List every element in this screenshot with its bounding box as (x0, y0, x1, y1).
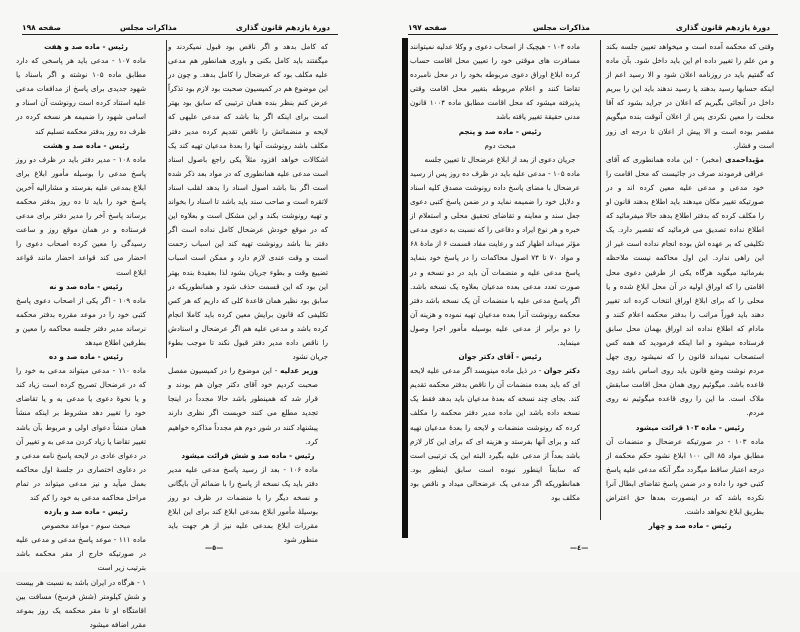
speaker-name: مؤیداحمدی (724, 154, 764, 164)
section-heading: رئیس - ماده صد و چهار (648, 521, 732, 531)
column-left (410, 40, 590, 505)
article-text: ماده ۱۰۵ - مدعی علیه باید در ظرف ده روز پس از رسید عرضحال با مضای پاسخ داده رونوشت مصدق کلیه اسناد و دلایل خود را ضمیمه نماید و در ضمن پاسخ کتبی دعوی جعل سند و معاینه و تقاضای تحقیق محلی و استعلام از خبره و هر نوع ایراد و دفاعی را که نسبت به دعوی مدعی مؤثر میداند اظهار کند و رعایت مفاد قسمت ۶ از مادهٔ ۶۸ و مواد ۷۰ تا ۷۴ اصول محاکمات را در پاسخ خود بنماید پاسخ مدعی علیه و منضمات آن باید در دو نسخه و در صورت تعدد مدعی بعده مدعیان بعلاوه یک نسخه باشد. اگر پاسخ مدعی علیه با منضمات آن یک نسخه باشد دفتر محکمه رونوشت آنرا بعده مدعیان تهیه نموده و هزینه آن را دو برابر از مدعی علیه بوسیله مأمور اجرا وصول مینماید. (410, 168, 580, 347)
header-rule (408, 34, 778, 35)
section-heading: رئیس - ماده صد و پنجم (458, 126, 542, 136)
article-text: ماده ۱۱۱ - موعد پاسخ مدعی و مدعی علیه در صورتیکه خارج از مقر محکمه باشد بترتیب زیر است (16, 535, 147, 573)
speech-paragraph: وزیر عدلیه - این موضوع را در کمیسیون مفصل صحبت کردیم خود آقای دکتر جوان هم بودند و قرار شد که همینطور باشد حالا مجدداً در اینجا تجدید مطلع می کنند خوبست اگر نظری دارند پیشنهاد کنند در شور دوم هم مجدداً مذاکره خواهیم کرد. (168, 366, 318, 446)
section-heading: رئیس - ماده صد و یازده (44, 507, 128, 517)
article-clause: ۱ - هرگاه در ایران باشد به نسبت هر بیست و شش کیلومتر (شش فرسخ) مسافت بین اقامتگاه او تا مقر محکمه یک روز بموعد مقرر اضافه میشود (16, 577, 146, 629)
article-text: ماده ۱۰۶ - بعد از رسید پاسخ مدعی علیه مدیر دفتر باید یک نسخه از پاسخ را با ضمائم آن بایگانی و نسخه دیگر را با منضمات در ظرف دو روز بوسیلهٔ مأمور ابلاغ بمدعی ابلاغ کند برای این ابلاغ مقررات ابلاغ بمدعی علیه نیز از هر جهت باید منظور شود (168, 464, 318, 545)
article-text: ماده ۱۰۸ - مدیر دفتر باید در ظرف دو روز پاسخ مدعی را بوسیله مأمور ابلاغ برای ابلاغ بمدعی علیه بفرستد و مشارالیه آخرین پاسخ خود را باید تا ده روز بدفتر محکمه برساند پاسخ آخر را مدیر دفتر برای مدعی فرستاده و در همان موقع روز و ساعت رسیدگی را معین کرده اصحاب دعوی را احضار می کند قواعد احضار مانند قواعد ابلاغ است (16, 154, 146, 277)
article-text: ماده ۱۰۷ - مدعی باید هر پاسخی که دارد مطابق ماده ۱۰۵ نوشته و اگر باسناد یا شهود جدیدی برای پاسخ از مدافعات مدعی علیه استناد کرده است رونوشت آن اسناد و اسامی شهود را ضمیمه هر نسخه کرده در ظرف ده روز بدفتر محکمه تسلیم کند (16, 56, 147, 136)
column-right (606, 40, 774, 533)
page-number: صفحه ۱۹۷ (408, 23, 447, 32)
article-text: ماده ۱۰۳ - در صورتیکه عرضحال و منضمات آن مطابق مواد ۸۵ الی ۱۰۰ ابلاغ نشود حکم محکمه از درجه اعتبار ساقط میگردد مگر آنکه مدعی علیه پاسخ کتبی خود را داده و در ضمن پاسخ تقاضای ابطال آنرا نکرده باشد که در اینصورت بعدها حق اعتراض بطریق ابلاغ نخواهد داشت. (606, 436, 765, 517)
section-heading: رئیس - ماده صد و نه (49, 281, 123, 291)
column-divider (166, 40, 167, 358)
subsection-heading: مبحث سوم - مواعد مخصوص (41, 521, 131, 531)
subsection-title: جریان دعوی از بعد از ابلاغ عرضحال تا تعیین جلسه (424, 154, 576, 164)
section-heading: رئیس - آقای دکتر جوان (458, 352, 542, 362)
column-left (16, 40, 156, 632)
page-header (408, 18, 770, 32)
article-text: ماده ۱۰۴ - هیچیک از اصحاب دعوی و وکلا عدلیه نمیتوانند مسافرت های موقتی خود را تعیین محل اقامت حساب کرده ابلاغ اوراق دعوی مربوطه بخود را در محل نامبرده تقاضا کنند و اعلام مربوطه بتغییر محل اقامت وقتی پذیرفته میشود که محل اقامت مطابق ماده ۱۰۰۴ قانون مدنی حقیقة تغییر یافته باشد (410, 42, 581, 122)
header-title: دورهٔ یازدهم قانون گذاری (675, 23, 770, 32)
column-right (168, 40, 328, 547)
header-center: مذاکرات مجلس (532, 23, 590, 32)
section-heading: رئیس - ماده صد و هشت (43, 140, 129, 150)
page-197 (400, 0, 800, 572)
header-rule (22, 34, 338, 35)
header-title: دورهٔ یازدهم قانون گذاری (235, 23, 330, 32)
speech-paragraph: مؤیداحمدی (مخبر) - این ماده همانطوری که آقای عراقی فرمودند صرف در جائیست که محل اقامت را خود مدعی و مدعی علیه معین کرده اند و در صورتیکه تغییر مکان میدهند باید اطلاع بدهند قانون او را مکلف کرده که بدفتر اطلاع بدهد حالا میفرمائید که اطلاع نداده تصدیق می فرمائید که تقصیر دارد. یک تکلیفی که بر عهده اش بوده انجام نداده است غیر از این راهی ندارد. این اول محاکمه نیست ملاحظه بفرمائید میگوید هرگاه یکی از طرفین دعوی محل اقامتی را که اوراق اولیه در آن محل ابلاغ شده و یا محلی را که برای ابلاغ اوراق انتخاب کرده اند تغییر دهند باید فوراً مراتب را بدفتر محکمه اعلام کنند و مادام که اطلاع نداده اند اوراق بهمان محل سابق فرستاده میشود و اما اینکه فرمودید که همه کس استصحاب نمیداند قانون را که نمیشود روی جهل مردم نوشت وضع قانون باید روی اساس باشد روی قاعده باشد. میگوئیم روی همان محل اقامت سابقش ملاک است. ما این را روی قاعده میگوئیم نه روی مردم. (606, 154, 764, 418)
speaker-name: وزیر عدلیه (280, 366, 318, 376)
section-heading: رئیس - ماده صد و شش قرائت میشود (181, 450, 315, 460)
page-198 (0, 0, 400, 629)
subsection-heading: مبحث دوم (484, 140, 516, 150)
page-header (22, 18, 330, 32)
paragraph: وقتی که محکمه آمده است و میخواهد تعیین جلسه بکند و من علم را تغییر داده ام این باید داخل شود. بآن ماده که گفتیم باید در روزنامه اعلان شود و الا رسید اعم از اینکه حسابها رسید بدهند یا رسید ندهند باید این را ببریم داخل در آنجائی بگیریم که اعلان در جراید بشود که آقا محلت را معین نکردی پس از اعلان آنوقت بنده میگویم مقصر بوده است و الا پیش از اعلان تا درجه ای زور است و فشار. (606, 42, 774, 150)
article-text: ماده ۱۰۹ - اگر یکی از اصحاب دعوی پاسخ کتبی خود را در موعد مقرره بدفتر محکمه نرساند مدیر دفتر جلسه محاکمه را معین و بطرفین اطلاع میدهد (16, 295, 147, 347)
header-center: مذاکرات مجلس (119, 23, 177, 32)
book-gutter-shadow (402, 38, 408, 538)
page-footer-mark: —٤— (570, 544, 589, 552)
section-heading: رئیس - ماده صد و هفت (44, 42, 128, 51)
section-heading: رئیس - ماده صد و ده (48, 352, 123, 362)
speech-paragraph: دکتر جوان - در ذیل ماده مینویسد اگر مدعی علیه لایحه ای که باید بعده منضمات آن را ناقص بدفتر محکمه تقدیم کند. بجای چند نسخه که بعدهٔ مدعیان باید بدهد فقط یک نسخه داده باشد این ماده مدیر دفتر محکمه را مکلف کرده که رونوشت منضمات و لایحه را بعدهٔ مدعیان تهیه کند و برای آنها بفرستد و هزینه ای که برای این کار لازم باشد بعداً از مدعی علیه بگیرد البته این یک ترتیبی است که سابقاً اینطور نبوده است سابق اینطور بود. همانطوریکه اگر مدعی یک عرضحالی میداد و ناقص بود مکلف بود (410, 366, 580, 502)
article-text: ماده ۱۱۰ - مدعی میتواند مدعی به خود را که در عرضحال تصریح کرده است زیاد کند و یا نحوهٔ دعوی یا مدعی به و یا تقاضای خود را تغییر دهد مشروط بر اینکه منشأ همان منشأ دعوای اولی و مربوط بآن باشد تغییر تقاضا یا زیاد کردن مدعی به و تغییر آن در دعوای عادی در لایحه پاسخ نامه مدعی و در دعاوی اختصاری در جلسهٔ اول محاکمه بعمل میآید و نیز مدعی میتواند در تمام مراحل محاکمه مدعی به خود را کم کند (16, 366, 146, 502)
paragraph: که کامل بدهد و اگر ناقص بود قبول نمیکردند و میگفتند باید کامل بکنی و باوری همانطور هم مدعی علیه مکلف بود که عرضحال را کامل بدهد. و چون در این موضوع هم در کمیسیون صحبت بود لازم بود تذکراً عرض کنم بنظر بنده همان ترتیبی که سابق بود بهتر است برای اینکه اگر بنا باشد که مدعی علیهی که لایحه و منضماتش را ناقص تقدیم کرده مدیر دفتر مکلف باشد رونوشت آنها را بعدهٔ مدعیان تهیه کند یک اشکالات خواهد افزود مثلاً یکی راجع باصول اسناد است مدعی علیه همانطوری که در مواد بعد ذکر شده است اگر بنا باشد اصول اسناد را بدهد لقلب اسناد لاتقره است و صاحب سند باید باشد تا اسناد را بخواند و تهیه رونوشت بکند و این مشکل است و بعلاوه این که در موقع خودش عرضحال کامل نداده است اگر دفتر بنا باشد رونوشت تهیه کند این اسباب زحمت است و وقت عندی لازم دارد و ممکن است اسباب تضییع وقت و بطوء جریان بشود لذا بعقیدهٔ بنده بهتر این بود که این قسمت حذف شود و همانطوریکه در سابق بود نظیر همان قاعدهٔ کلی که داریم که هر کس تکلیفی که قانون برایش معین کرده باید کاملا انجام کرده باشد و مدعی علیه هم اگر عرضحال و اسنادش را ناقص داده مدیر دفتر قبول نکند تا موجب بطوء جریان نشود (168, 42, 328, 362)
page-number: صفحه ۱۹۸ (22, 23, 61, 32)
speaker-name: دکتر جوان (543, 366, 580, 376)
page-footer-mark: —٥— (205, 544, 224, 552)
section-heading: رئیس - ماده ۱۰۳ قرائت میشود (635, 422, 745, 432)
column-divider (600, 40, 601, 520)
